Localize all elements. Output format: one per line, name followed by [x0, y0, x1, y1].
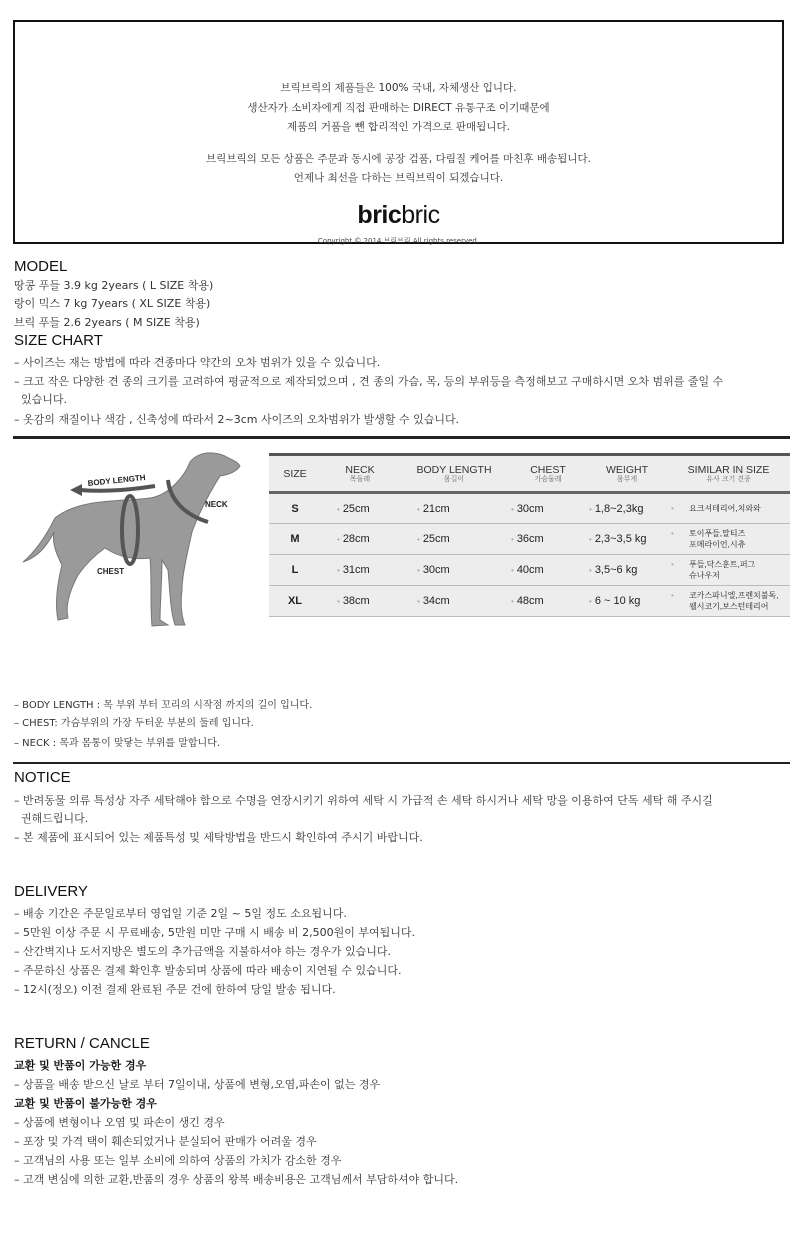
delivery-line: – 주문하신 상품은 결제 확인후 발송되며 상품에 따라 배송이 지연될 수 있습니다. [14, 964, 402, 977]
notice-line: – 반려동물 의류 특성상 자주 세탁해야 함으로 수명을 연장시키기 위하여 세탁 시 가급적 손 세탁 하시거나 세탁 망을 이용하여 단독 세탁 해 주시길 [14, 794, 713, 807]
size-cell: M [269, 524, 321, 555]
return-line: – 고객 변심에 의한 교환,반품의 경우 상품의 왕복 배송비용은 고객님께서 부담하셔야 합니다. [14, 1173, 459, 1186]
weight-cell: • 1,8~2,3kg [587, 493, 667, 524]
arrow-head [70, 484, 82, 496]
chest-cell: • 48cm [509, 586, 587, 617]
size-table [269, 453, 790, 617]
intro-line: 생산자가 소비자에게 직접 판매하는 DIRECT 유통구조 이기때문에 [247, 101, 550, 114]
neck-cell: • 38cm [321, 586, 399, 617]
column-header: BODY LENGTH 몸길이 [399, 455, 509, 493]
divider [13, 762, 790, 764]
dog-measurement-diagram [10, 440, 270, 640]
table-row [269, 555, 790, 586]
body-length-label: BODY LENGTH [87, 472, 146, 488]
divider [13, 436, 790, 439]
intro-line: 브릭브릭의 모든 상품은 주문과 동시에 공장 검품, 다림질 케어를 마친후 배송됩니다. [206, 152, 591, 165]
neck-cell: • 31cm [321, 555, 399, 586]
table-row [269, 586, 790, 617]
measure-note: – CHEST: 가슴부위의 가장 두터운 부분의 둘레 입니다. [14, 718, 254, 729]
table-row [269, 493, 790, 524]
bricbric-logo: bricbric [357, 200, 440, 229]
model-title: MODEL [14, 258, 68, 275]
similar-breeds-cell: • 코카스파니엘,프렌치불독, 웰시코기,보스턴테리어 [667, 586, 790, 617]
chest-cell: • 30cm [509, 493, 587, 524]
return-title: RETURN / CANCLE [14, 1035, 150, 1052]
delivery-line: – 12시(정오) 이전 결제 완료된 주문 건에 한하여 당일 발송 됩니다. [14, 983, 336, 996]
brand-info-box [13, 20, 784, 244]
neck-label: NECK [205, 500, 228, 509]
chest-cell: • 40cm [509, 555, 587, 586]
return-line: – 상품을 배송 받으신 날로 부터 7일이내, 상품에 변형,오염,파손이 없는 경우 [14, 1078, 381, 1091]
size-cell: S [269, 493, 321, 524]
delivery-title: DELIVERY [14, 883, 88, 900]
column-header: CHEST 가슴둘레 [509, 455, 587, 493]
size-note: 있습니다. [14, 393, 67, 406]
size-chart-title: SIZE CHART [14, 332, 103, 349]
intro-line: 브릭브릭의 제품들은 100% 국내, 자체생산 입니다. [280, 82, 517, 94]
notice-title: NOTICE [14, 769, 71, 786]
body-cell: • 30cm [399, 555, 509, 586]
measure-note: – NECK : 목과 몸통이 맞닿는 부위를 말합니다. [14, 738, 221, 749]
neck-cell: • 25cm [321, 493, 399, 524]
column-header: SIMILAR IN SIZE 유사 크기 견종 [667, 455, 790, 493]
size-note: – 옷감의 재질이나 색감 , 신축성에 따라서 2~3cm 사이즈의 오차범위가 발생할 수 있습니다. [14, 413, 460, 426]
weight-cell: • 3,5~6 kg [587, 555, 667, 586]
body-cell: • 21cm [399, 493, 509, 524]
similar-breeds-cell: • 요크셔테리어,치와와 [667, 493, 790, 524]
model-line: 랑이 믹스 7 kg 7years ( XL SIZE 착용) [14, 297, 211, 310]
size-cell: L [269, 555, 321, 586]
similar-breeds-cell: • 토이푸들,말티즈 포메라이언,시츄 [667, 524, 790, 555]
column-header: SIZE [269, 455, 321, 493]
weight-cell: • 2,3~3,5 kg [587, 524, 667, 555]
weight-cell: • 6 ~ 10 kg [587, 586, 667, 617]
body-cell: • 34cm [399, 586, 509, 617]
return-line: – 고객님의 사용 또는 일부 소비에 의하여 상품의 가치가 감소한 경우 [14, 1154, 342, 1167]
model-line: 땅콩 푸들 3.9 kg 2years ( L SIZE 착용) [14, 279, 214, 292]
intro-line: 제품의 거품을 뺀 합리적인 가격으로 판매됩니다. [287, 121, 510, 133]
body-cell: • 25cm [399, 524, 509, 555]
similar-breeds-cell: • 푸들,닥스훈트,퍼그 슈나우저 [667, 555, 790, 586]
neck-cell: • 28cm [321, 524, 399, 555]
intro-line: 언제나 최선을 다하는 브릭브릭이 되겠습니다. [293, 172, 504, 184]
delivery-line: – 5만원 이상 주문 시 무료배송, 5만원 미만 구매 시 배송 비 2,500원이 부여됩니다. [14, 926, 415, 939]
size-note: – 사이즈는 재는 방법에 따라 견종마다 약간의 오차 범위가 있을 수 있습니다. [14, 356, 381, 369]
size-cell: XL [269, 586, 321, 617]
chest-cell: • 36cm [509, 524, 587, 555]
copyright: Copyright © 2014 브릭브릭 All rights reserved. [317, 236, 480, 245]
measure-note: – BODY LENGTH : 목 부위 부터 꼬리의 시작점 까지의 길이 입니다. [14, 700, 313, 711]
delivery-line: – 산간벽지나 도서지방은 별도의 추가금액을 지불하셔야 하는 경우가 있습니다. [14, 945, 391, 958]
table-row [269, 524, 790, 555]
notice-line: – 본 제품에 표시되어 있는 제품특성 및 세탁방법을 반드시 확인하여 주시기 바랍니다. [14, 831, 423, 844]
model-line: 브릭 푸들 2.6 2years ( M SIZE 착용) [14, 316, 200, 329]
delivery-line: – 배송 기간은 주문일로부터 영업일 기준 2일 ~ 5일 정도 소요됩니다. [14, 907, 347, 920]
column-header: WEIGHT 몸무게 [587, 455, 667, 493]
notice-line: 권해드립니다. [14, 812, 89, 825]
return-possible-title: 교환 및 반품이 가능한 경우 [14, 1059, 147, 1072]
size-note: – 크고 작은 다양한 견 종의 크기를 고려하여 평균적으로 제작되었으며 , 견 종의 가슴, 목, 등의 부위등을 측정해보고 구매하시면 오차 범위를 줄일 수 [14, 375, 724, 388]
return-line: – 포장 및 가격 택이 훼손되었거나 분실되어 판매가 어려울 경우 [14, 1135, 317, 1148]
column-header: NECK 목둘레 [321, 455, 399, 493]
return-impossible-title: 교환 및 반품이 불가능한 경우 [14, 1097, 157, 1110]
chest-label: CHEST [97, 567, 125, 576]
return-line: – 상품에 변형이나 오염 및 파손이 생긴 경우 [14, 1116, 225, 1129]
